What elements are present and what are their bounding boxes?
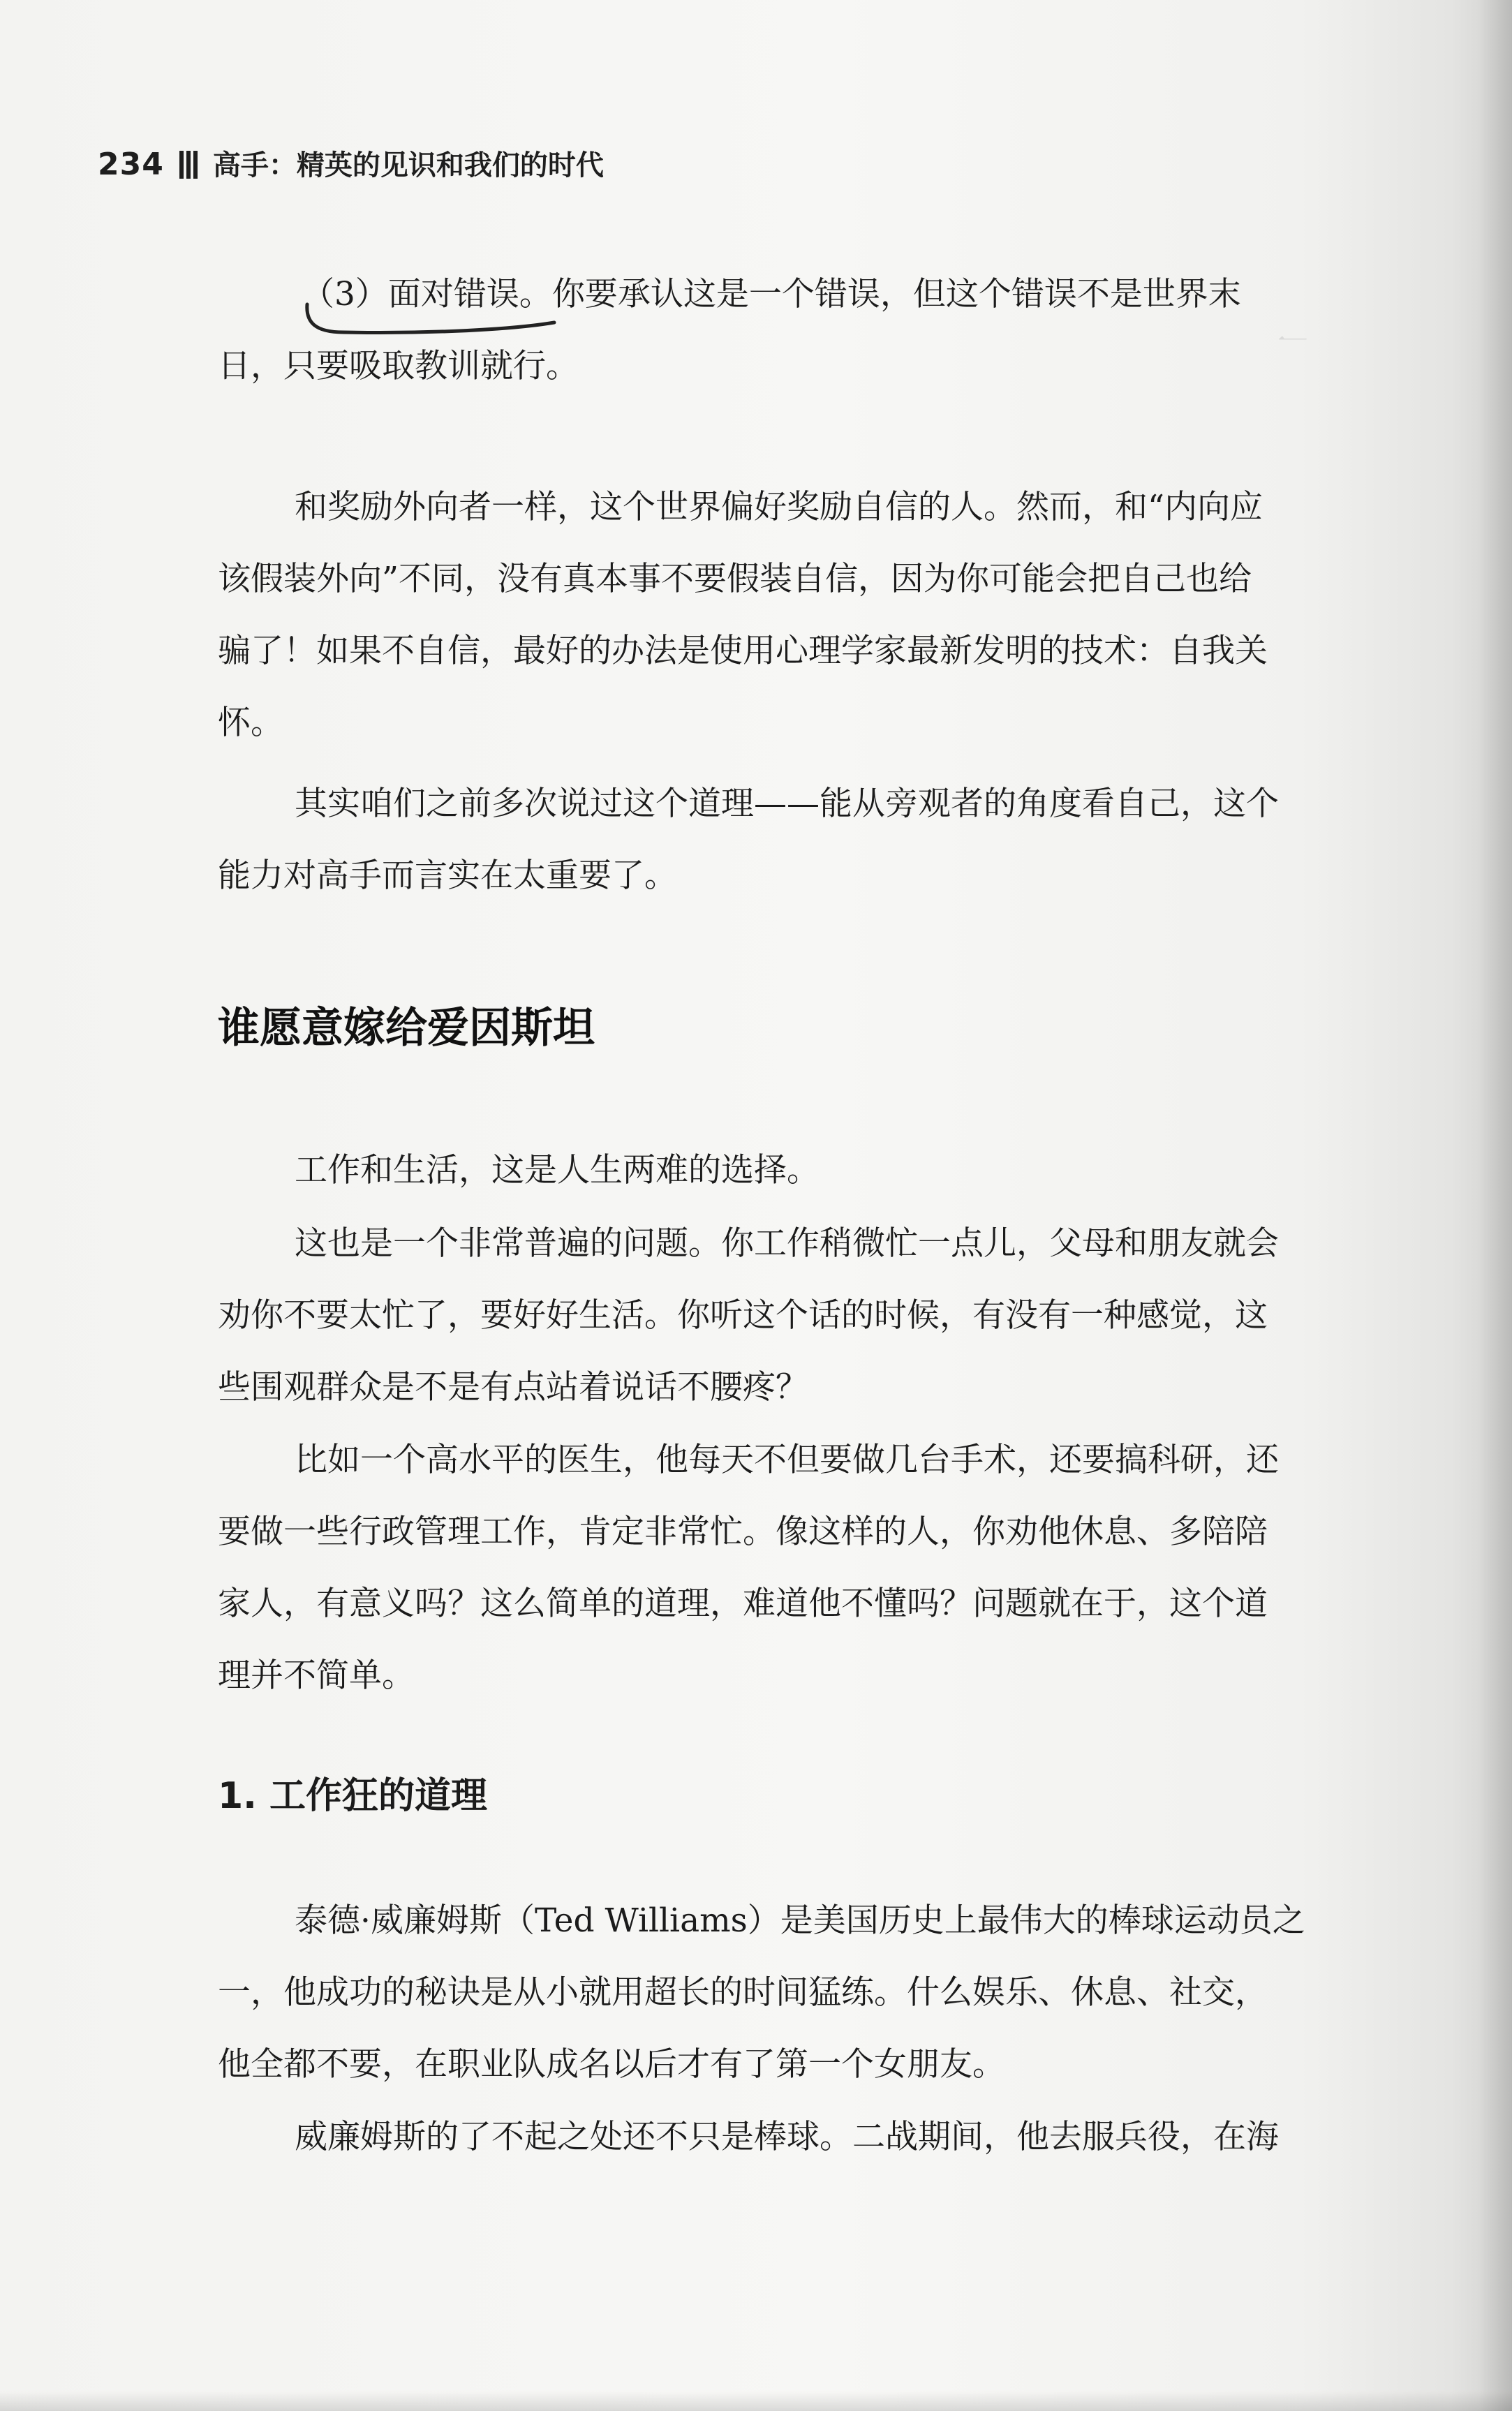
paragraph-confidence xyxy=(218,471,1404,759)
subsection-paragraph-1-line-1: 泰德·威廉姆斯（Ted Williams）是美国历史上最伟大的棒球运动员之 xyxy=(295,1901,1305,1940)
subsection-paragraph-1-line-3: 他全都不要，在职业队成名以后才有了第一个女朋友。 xyxy=(218,2045,1005,2084)
section-paragraph-2-line-1: 这也是一个非常普遍的问题。你工作稍微忙一点儿，父母和朋友就会 xyxy=(295,1224,1279,1263)
subsection-heading: 1. 工作狂的道理 xyxy=(218,1775,488,1817)
running-head xyxy=(98,143,604,183)
point-3-label: （3）面对错误 xyxy=(302,275,519,313)
point-3-label-wrap xyxy=(302,258,519,330)
section-paragraph-1 xyxy=(218,1134,1404,1206)
section-paragraph-2 xyxy=(218,1208,1404,1423)
subsection-paragraph-2 xyxy=(218,2101,1404,2173)
subsection-paragraph-2-line-1: 威廉姆斯的了不起之处还不只是棒球。二战期间，他去服兵役，在海 xyxy=(295,2118,1279,2156)
paragraph-confidence-line-2: 该假装外向”不同，没有真本事不要假装自信，因为你可能会把自己也给 xyxy=(218,560,1252,598)
paragraph-bystander-line-2: 能力对高手而言实在太重要了。 xyxy=(218,856,677,895)
page-number: 234 xyxy=(98,147,164,182)
section-paragraph-3-line-3: 家人，有意义吗？这么简单的道理，难道他不懂吗？问题就在于，这个道 xyxy=(218,1585,1268,1623)
section-paragraph-2-line-2: 劝你不要太忙了，要好好生活。你听这个话的时候，有没有一种感觉，这 xyxy=(218,1296,1268,1335)
header-divider-bars xyxy=(179,151,198,179)
paragraph-bystander xyxy=(218,768,1404,912)
page-edge-shadow xyxy=(1478,0,1512,2411)
point-3-line2: 日，只要吸取教训就行。 xyxy=(218,347,579,385)
page-bottom-shadow xyxy=(0,2391,1512,2411)
point-3-line1-rest: 。你要承认这是一个错误，但这个错误不是世界末 xyxy=(519,275,1241,313)
subsection-paragraph-1-line-2: 一，他成功的秘诀是从小就用超长的时间猛练。什么娱乐、休息、社交， xyxy=(218,1973,1268,2012)
paragraph-confidence-line-3: 骗了！如果不自信，最好的办法是使用心理学家最新发明的技术：自我关 xyxy=(218,632,1268,670)
book-title: 高手：精英的见识和我们的时代 xyxy=(212,149,604,181)
paragraph-confidence-line-4: 怀。 xyxy=(218,704,283,742)
section-paragraph-3-line-4: 理并不简单。 xyxy=(218,1656,415,1695)
paragraph-bystander-line-1: 其实咱们之前多次说过这个道理——能从旁观者的角度看自己，这个 xyxy=(295,785,1279,823)
section-paragraph-3-line-1: 比如一个高水平的医生，他每天不但要做几台手术，还要搞科研，还 xyxy=(295,1441,1279,1479)
paragraph-confidence-line-1: 和奖励外向者一样，这个世界偏好奖励自信的人。然而，和“内向应 xyxy=(295,488,1263,526)
section-paragraph-3 xyxy=(218,1424,1404,1712)
show-through-text: 一 xyxy=(1277,324,1308,359)
subsection-paragraph-1 xyxy=(218,1885,1404,2100)
section-heading: 谁愿意嫁给爱因斯坦 xyxy=(218,1004,595,1053)
section-paragraph-1-line-1: 工作和生活，这是人生两难的选择。 xyxy=(295,1151,820,1189)
section-paragraph-2-line-3: 些围观群众是不是有点站着说话不腰疼？ xyxy=(218,1368,808,1407)
section-paragraph-3-line-2: 要做一些行政管理工作，肯定非常忙。像这样的人，你劝他休息、多陪陪 xyxy=(218,1513,1268,1551)
point-3-paragraph xyxy=(218,258,1404,402)
